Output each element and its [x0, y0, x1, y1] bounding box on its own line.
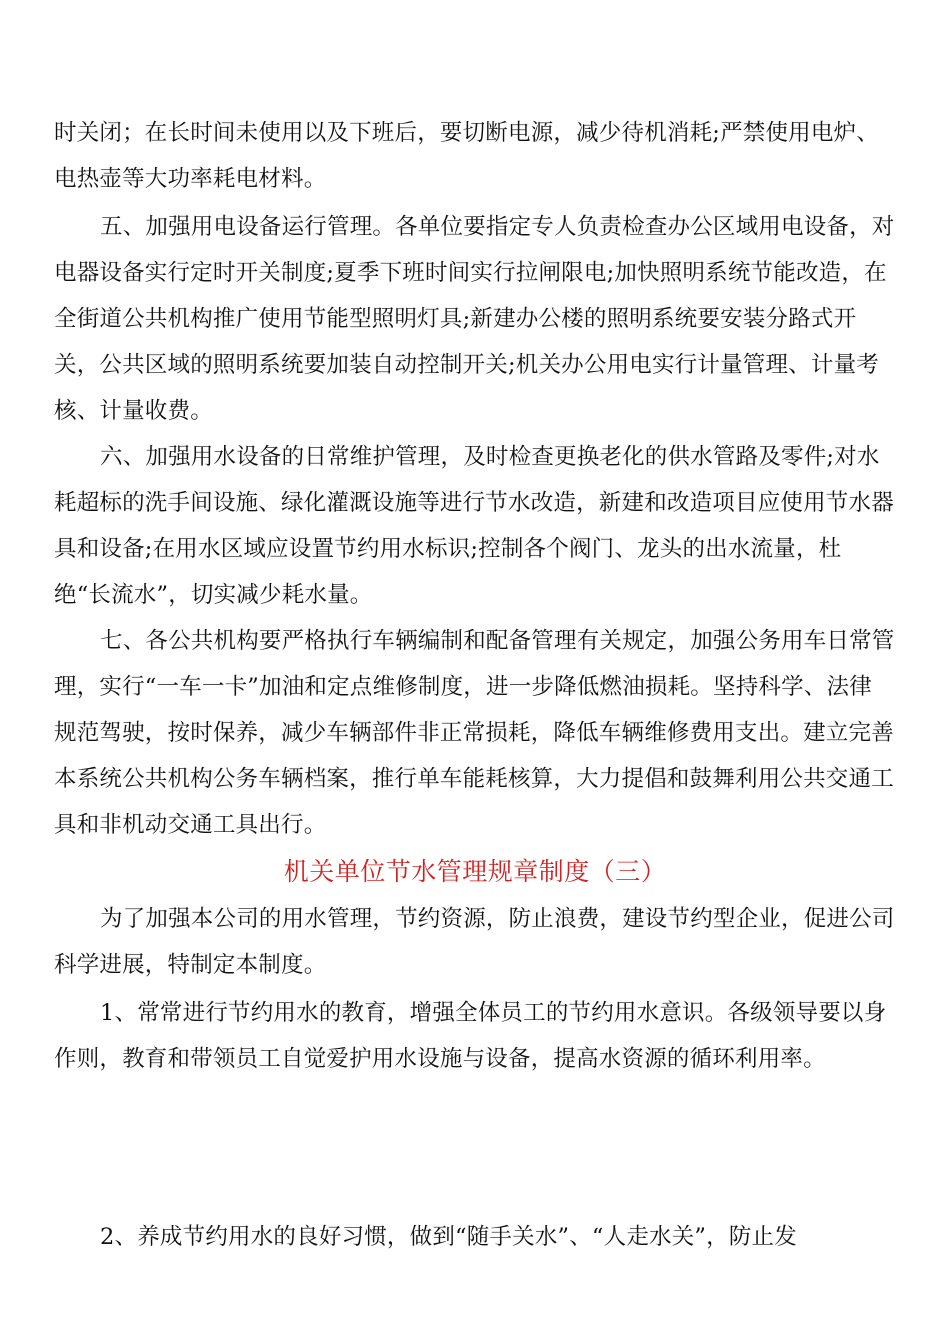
text-line: 时关闭；在长时间未使用以及下班后，要切断电源，减少待机消耗;严禁使用电炉、 [54, 120, 879, 146]
section-title: 机关单位节水管理规章制度（三） [283, 857, 667, 886]
text-line: 七、各公共机构要严格执行车辆编制和配备管理有关规定，加强公务用车日常管 [100, 628, 895, 654]
text-line: 五、加强用电设备运行管理。各单位要指定专人负责检查办公区域用电设备，对 [100, 214, 895, 240]
text-line: 核、计量收费。 [54, 398, 213, 424]
text-line: 关，公共区域的照明系统要加装自动控制开关;机关办公用电实行计量管理、计量考 [54, 352, 879, 378]
text-line: 作则，教育和带领员工自觉爱护用水设施与设备，提高水资源的循环利用率。 [54, 1046, 826, 1072]
text-line: 耗超标的洗手间设施、绿化灌溉设施等进行节水改造，新建和改造项目应使用节水器 [54, 490, 894, 516]
text-line: 绝“长流水”，切实减少耗水量。 [54, 582, 373, 608]
text-line: 六、加强用水设备的日常维护管理，及时检查更换老化的供水管路及零件;对水 [100, 444, 880, 470]
text-line: 电热壶等大功率耗电材料。 [54, 166, 327, 192]
text-line: 电器设备实行定时开关制度;夏季下班时间实行拉闸限电;加快照明系统节能改造，在 [54, 260, 887, 286]
text-line: 为了加强本公司的用水管理，节约资源，防止浪费，建设节约型企业，促进公司 [100, 906, 895, 932]
text-line: 2、养成节约用水的良好习惯，做到“随手关水”、“人走水关”，防止发 [100, 1224, 797, 1250]
text-line: 规范驾驶，按时保养，减少车辆部件非正常损耗，降低车辆维修费用支出。建立完善 [54, 720, 894, 746]
text-line: 全街道公共机构推广使用节能型照明灯具;新建办公楼的照明系统要安装分路式开 [54, 306, 857, 332]
text-line: 具和设备;在用水区域应设置节约用水标识;控制各个阀门、龙头的出水流量，杜 [54, 536, 842, 562]
text-line: 科学进展，特制定本制度。 [54, 952, 327, 978]
text-line: 具和非机动交通工具出行。 [54, 812, 327, 838]
text-line: 本系统公共机构公务车辆档案，推行单车能耗核算，大力提倡和鼓舞利用公共交通工 [54, 766, 894, 792]
text-line: 理，实行“一车一卡”加油和定点维修制度，进一步降低燃油损耗。坚持科学、法律 [54, 674, 872, 700]
text-line: 1、常常进行节约用水的教育，增强全体员工的节约用水意识。各级领导要以身 [100, 1000, 887, 1026]
